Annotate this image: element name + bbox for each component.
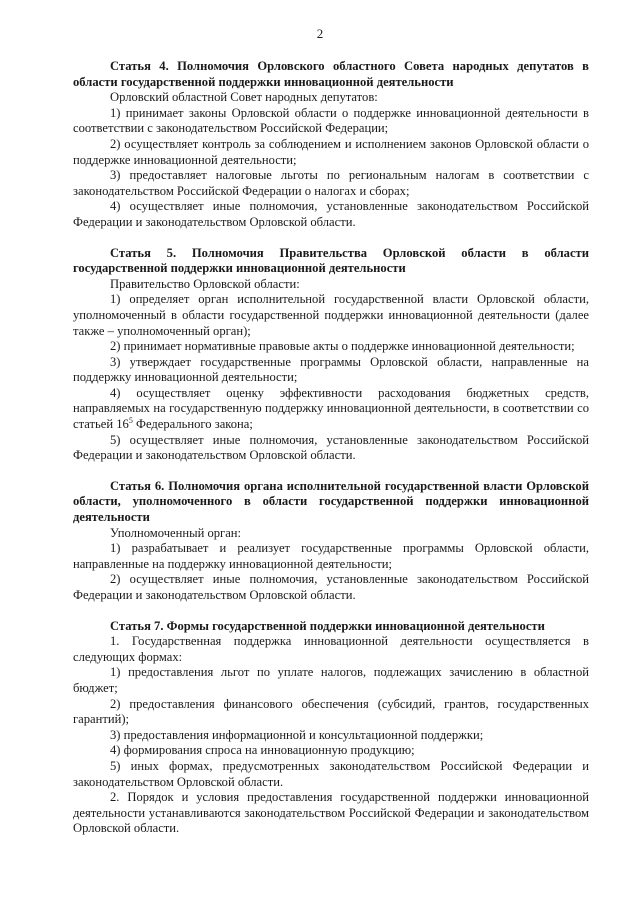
article-spacer <box>73 231 589 246</box>
article-6-paragraph: 2) осуществляет иные полномочия, установленные законодательством Российской Федерации и законодательством Орловской области. <box>73 572 589 602</box>
article-7-paragraph: 2. Порядок и условия предоставления государственной поддержки инновационной деятельности устанавливаются законодательством Российской Федерации и законодательством Орловской области. <box>73 790 589 836</box>
article-5-paragraph: 3) утверждает государственные программы Орловской области, направленные на поддержку инновационной деятельности; <box>73 354 589 385</box>
article-7-paragraph: 1) предоставления льгот по уплате налогов, подлежащих зачислению в областной бюджет; <box>73 665 589 695</box>
article-5-paragraph: 5) осуществляет иные полномочия, установленные законодательством Российской Федерации и законодательством Орловской области. <box>73 432 589 463</box>
article-5-paragraph-4-tail: Федерального закона; <box>132 417 253 432</box>
article-spacer <box>73 464 589 479</box>
article-7-heading: Статья 7. Формы государственной поддержки инновационной деятельности <box>110 618 545 633</box>
article-6-heading: Статья 6. Полномочия органа исполнительной государственной власти Орловской области, уполномоченного в области государственной поддержки инновационной деятельности <box>73 478 589 525</box>
article-7-paragraph: 1. Государственная поддержка инновационной деятельности осуществляется в следующих формах: <box>73 634 589 664</box>
article-6-paragraph: Уполномоченный орган: <box>110 525 242 540</box>
article-5 <box>73 246 589 464</box>
article-7-paragraph: 3) предоставления информационной и консультационной поддержки; <box>110 727 484 742</box>
article-4-paragraph: 2) осуществляет контроль за соблюдением и исполнением законов Орловской области о поддержке инновационной деятельности; <box>73 136 589 167</box>
article-7-paragraph: 5) иных формах, предусмотренных законодательством Российской Федерации и законодательством Орловской области. <box>73 758 589 789</box>
article-4-paragraph: Орловский областной Совет народных депутатов: <box>110 90 378 105</box>
article-4-paragraph: 4) осуществляет иные полномочия, установленные законодательством Российской Федерации и законодательством Орловской области. <box>73 199 589 229</box>
document-body <box>73 59 589 837</box>
article-5-paragraph: Правительство Орловской области: <box>110 276 300 291</box>
article-5-heading: Статья 5. Полномочия Правительства Орловской области в области государственной поддержки инновационной деятельности <box>73 245 589 276</box>
article-7 <box>73 619 589 837</box>
article-4-heading: Статья 4. Полномочия Орловского областного Совета народных депутатов в области государственной поддержки инновационной деятельности <box>73 59 589 89</box>
article-5-paragraph: 2) принимает нормативные правовые акты о поддержке инновационной деятельности; <box>110 339 575 354</box>
article-spacer <box>73 604 589 619</box>
article-5-superscript: 5 <box>128 415 133 425</box>
article-5-paragraph-4 <box>73 386 589 433</box>
article-6-paragraph: 1) разрабатывает и реализует государственные программы Орловской области, направленные на поддержку инновационной деятельности; <box>73 541 589 571</box>
article-5-paragraph-4-text: 4) осуществляет оценку эффективности расходования бюджетных средств, направляемых на государственную поддержку инновационной деятельности, в соответствии со статьей 16 <box>73 385 589 432</box>
article-4 <box>73 59 589 231</box>
article-5-paragraph: 1) определяет орган исполнительной государственной власти Орловской области, уполномоченный в области государственной поддержки инновационной деятельности (далее также – уполномоченный орган); <box>73 292 589 338</box>
article-7-paragraph: 2) предоставления финансового обеспечения (субсидий, грантов, государственных гарантий); <box>73 696 589 727</box>
article-7-paragraph: 4) формирования спроса на инновационную продукцию; <box>110 743 415 758</box>
article-4-paragraph: 1) принимает законы Орловской области о поддержке инновационной деятельности в соответствии с законодательством Российской Федерации; <box>73 105 589 136</box>
article-4-paragraph: 3) предоставляет налоговые льготы по региональным налогам в соответствии с законодательством Российской Федерации о налогах и сборах; <box>73 168 589 198</box>
article-6 <box>73 479 589 604</box>
page-number: 2 <box>316 26 324 41</box>
